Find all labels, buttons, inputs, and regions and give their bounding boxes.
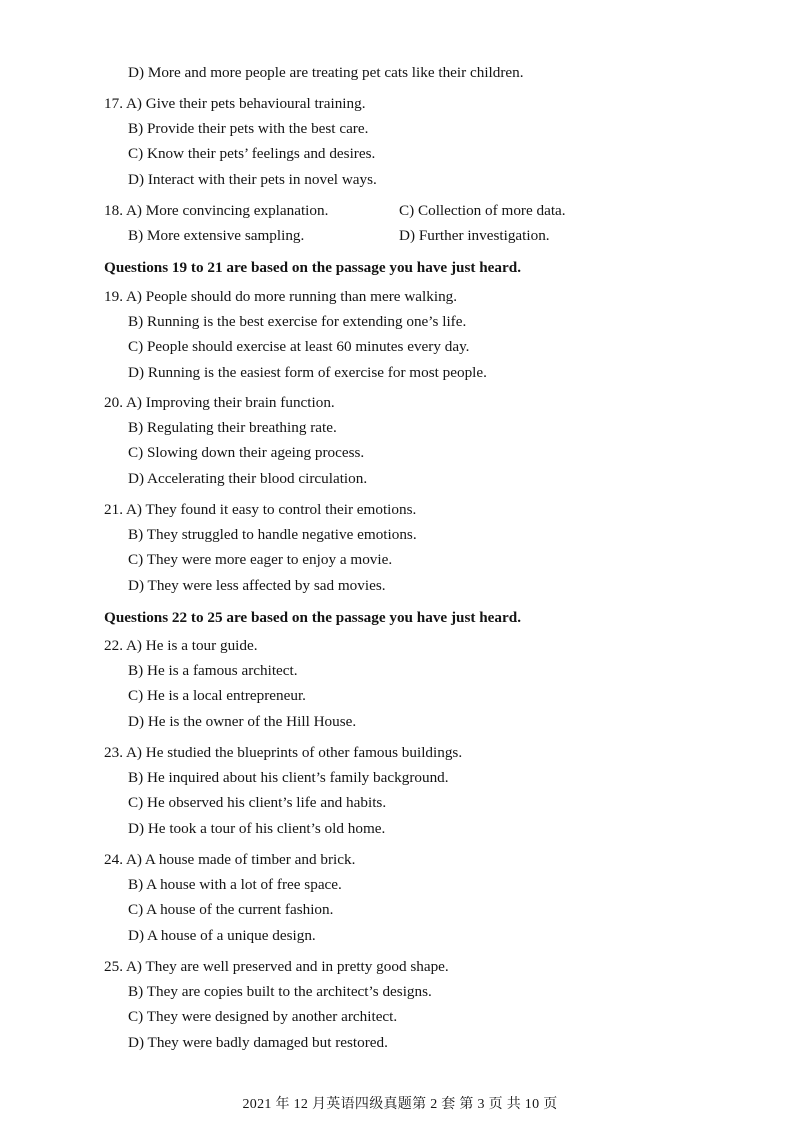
q24-option-a: 24. A) A house made of timber and brick. <box>104 851 356 868</box>
q17-option-b: B) Provide their pets with the best care. <box>128 120 369 137</box>
section-heading-22-25: Questions 22 to 25 are based on the passage you have just heard. <box>104 609 521 626</box>
q25-option-c: C) They were designed by another architect. <box>128 1008 398 1025</box>
q22-option-c: C) He is a local entrepreneur. <box>128 687 306 704</box>
q19-option-d: D) Running is the easiest form of exercise for most people. <box>128 364 487 381</box>
q19-option-a: 19. A) People should do more running than mere walking. <box>104 288 458 305</box>
q24-option-b: B) A house with a lot of free space. <box>128 876 342 893</box>
q20-option-a: 20. A) Improving their brain function. <box>104 394 335 411</box>
q23-option-a: 23. A) He studied the blueprints of other famous buildings. <box>104 744 463 761</box>
q20-option-b: B) Regulating their breathing rate. <box>128 419 337 436</box>
q23-option-b: B) He inquired about his client’s family background. <box>128 769 449 786</box>
q25-option-d: D) They were badly damaged but restored. <box>128 1034 388 1051</box>
q25-option-b: B) They are copies built to the architect’s designs. <box>128 983 432 1000</box>
q17-option-a: 17. A) Give their pets behavioural training. <box>104 95 366 112</box>
q19-option-b: B) Running is the best exercise for extending one’s life. <box>128 313 467 330</box>
q18-option-b: B) More extensive sampling. <box>128 227 305 244</box>
q18-option-c: C) Collection of more data. <box>399 202 566 219</box>
q18-option-a: 18. A) More convincing explanation. <box>104 202 329 219</box>
q22-option-b: B) He is a famous architect. <box>128 662 298 679</box>
q21-option-c: C) They were more eager to enjoy a movie. <box>128 551 393 568</box>
section-heading-19-21: Questions 19 to 21 are based on the passage you have just heard. <box>104 259 521 276</box>
q24-option-d: D) A house of a unique design. <box>128 927 316 944</box>
q22-option-a: 22. A) He is a tour guide. <box>104 637 258 654</box>
q18-option-d: D) Further investigation. <box>399 227 550 244</box>
q21-option-a: 21. A) They found it easy to control their emotions. <box>104 501 417 518</box>
page-footer: 2021 年 12 月英语四级真题第 2 套 第 3 页 共 10 页 <box>242 1097 558 1112</box>
q22-option-d: D) He is the owner of the Hill House. <box>128 713 357 730</box>
q20-option-c: C) Slowing down their ageing process. <box>128 444 365 461</box>
q21-option-b: B) They struggled to handle negative emotions. <box>128 526 417 543</box>
q23-option-c: C) He observed his client’s life and habits. <box>128 794 387 811</box>
q23-option-d: D) He took a tour of his client’s old home. <box>128 820 386 837</box>
q19-option-c: C) People should exercise at least 60 minutes every day. <box>128 338 470 355</box>
q17-option-d: D) Interact with their pets in novel ways. <box>128 171 377 188</box>
q21-option-d: D) They were less affected by sad movies. <box>128 577 386 594</box>
q24-option-c: C) A house of the current fashion. <box>128 901 334 918</box>
q25-option-a: 25. A) They are well preserved and in pretty good shape. <box>104 958 449 975</box>
q16-option-d: D) More and more people are treating pet cats like their children. <box>128 64 524 81</box>
q17-option-c: C) Know their pets’ feelings and desires. <box>128 145 376 162</box>
q20-option-d: D) Accelerating their blood circulation. <box>128 470 368 487</box>
